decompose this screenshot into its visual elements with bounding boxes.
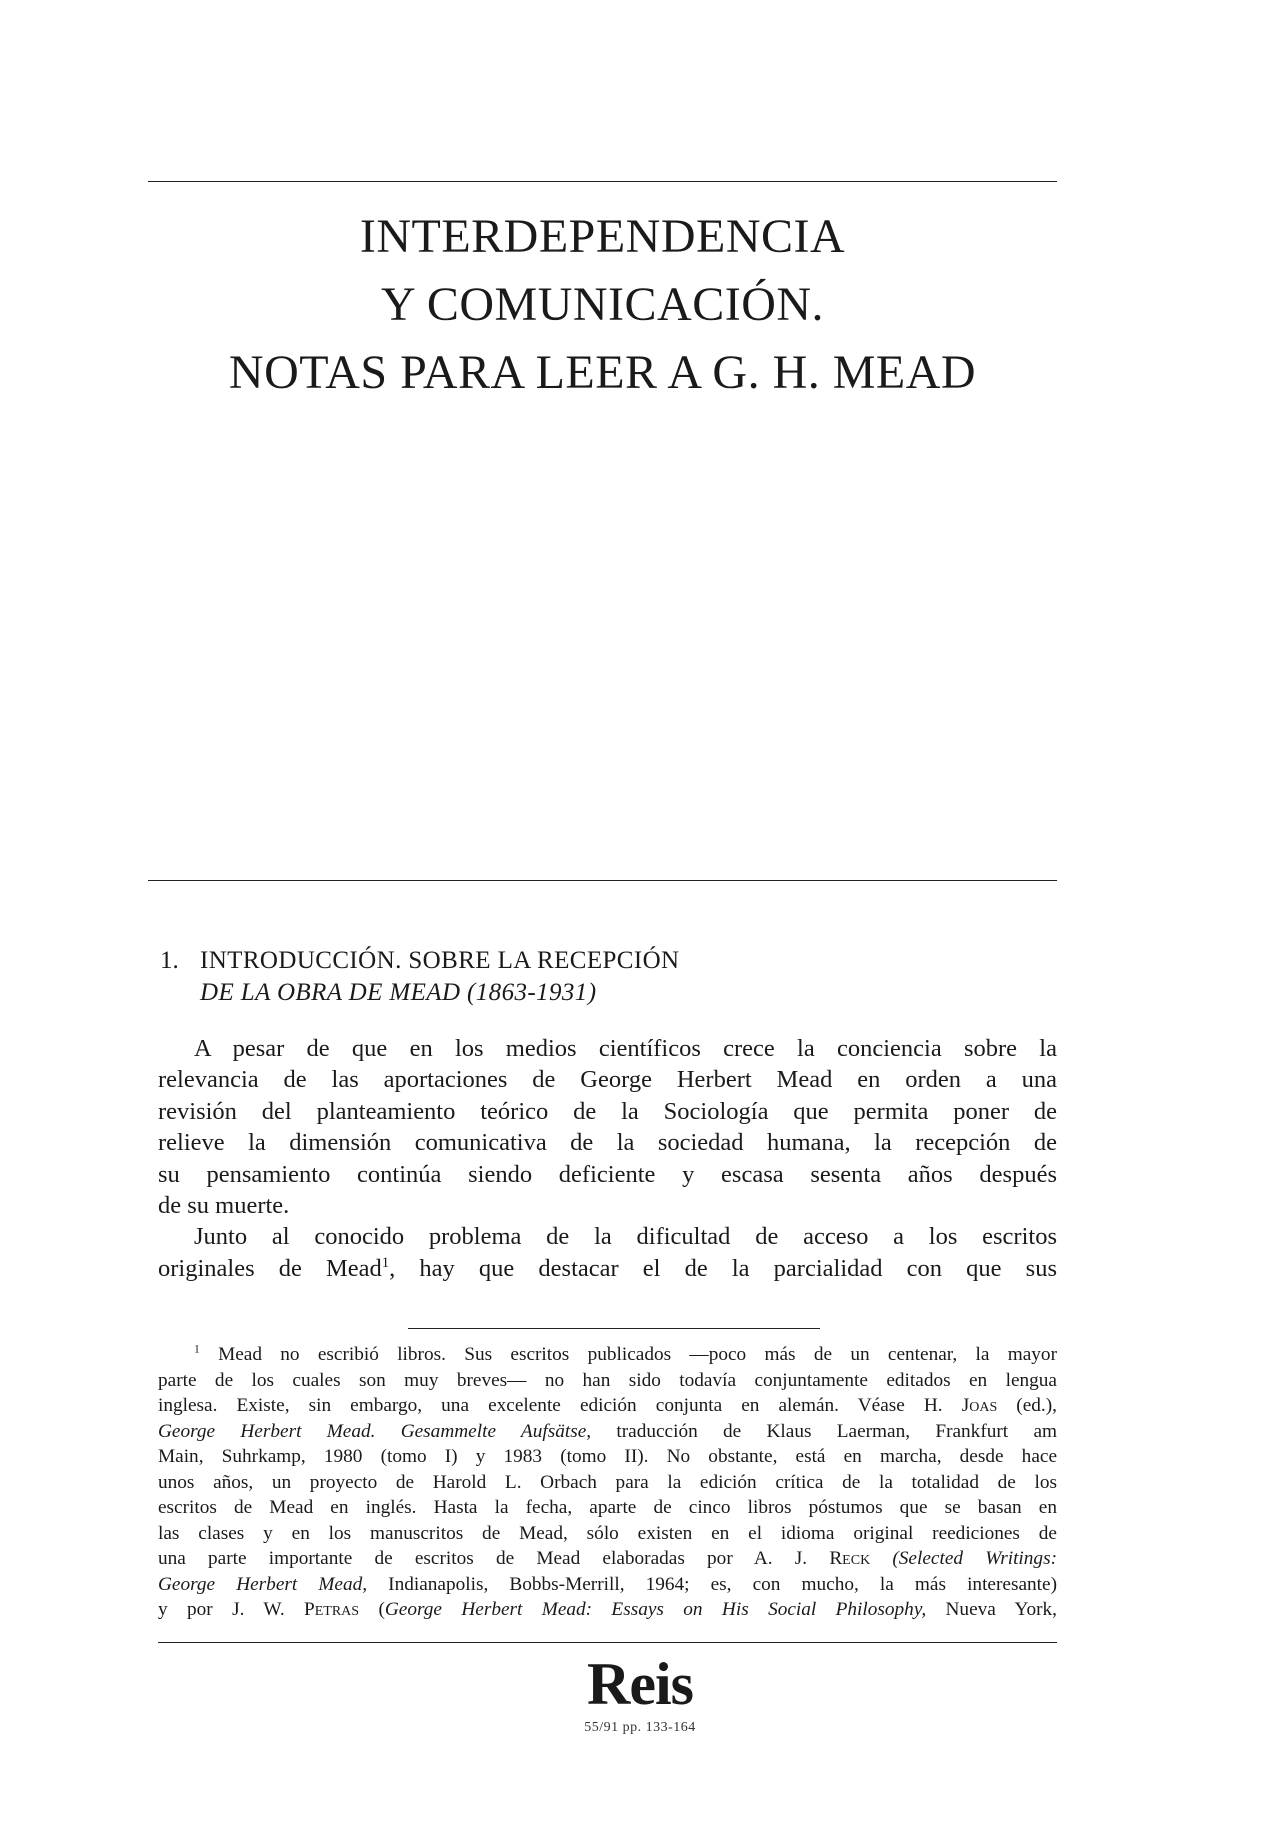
title-line-2: Y COMUNICACIÓN. (380, 278, 825, 331)
title-line-1: INTERDEPENDENCIA (359, 210, 846, 263)
footnote-line (158, 1597, 1057, 1623)
section-divider-rule (148, 880, 1057, 881)
book-title: (Selected Writings: (870, 1548, 1057, 1569)
footnote-reference[interactable]: 1 (381, 1254, 390, 1271)
text-run: originales de Mead (158, 1254, 382, 1282)
footnote-line (158, 1393, 1057, 1419)
page-reference: 55/91 pp. 133-164 (584, 1720, 696, 1735)
section-heading-line-1: INTRODUCCIÓN. SOBRE LA RECEPCIÓN (200, 947, 680, 974)
title-line-3: NOTAS PARA LEER A G. H. MEAD (228, 346, 977, 399)
footnote-line (158, 1546, 1057, 1572)
book-title: George Herbert Mead, (158, 1573, 368, 1595)
book-title: George Herbert Mead. Gesammelte Aufsätse, (158, 1420, 592, 1442)
text-run: una parte importante de escritos de Mead elaboradas por A. J. (158, 1548, 830, 1569)
text-run: , hay que destacar el de la parcialidad con que sus (389, 1254, 1057, 1282)
text-run: (ed.), (997, 1395, 1057, 1416)
text-run: Nueva York, (926, 1599, 1057, 1620)
body-text (158, 1033, 1057, 1284)
text-run: Indianapolis, Bobbs-Merrill, 1964; es, con mucho, la más interesante) (367, 1573, 1058, 1595)
text-run: inglesa. Existe, sin embargo, una excelente edición conjunta en alemán. Véase H. (158, 1395, 962, 1416)
section-number: 1. (160, 947, 179, 974)
paragraph-line: A pesar de que en los medios científicos crece la conciencia sobre la (194, 1035, 1057, 1062)
journal-logo: Reis (587, 1651, 693, 1717)
text-run: ( (359, 1599, 385, 1620)
footnote-line (158, 1572, 1057, 1598)
paragraph-2 (158, 1221, 1057, 1284)
footnote-line (158, 1342, 1057, 1368)
paragraph-line: relevancia de las aportaciones de George Herbert Mead en orden a una (158, 1066, 1057, 1094)
text-run: traducción de Klaus Laerman, Frankfurt am (591, 1420, 1057, 1442)
paragraph-line (158, 1253, 1057, 1284)
paragraph-line: relieve la dimensión comunicativa de la sociedad humana, la recepción de (158, 1129, 1057, 1157)
footnote-separator (408, 1328, 820, 1329)
author-name: Joas (961, 1395, 998, 1416)
paragraph-line: Junto al conocido problema de la dificultad de acceso a los escritos (194, 1223, 1057, 1251)
paragraph-line: revisión del planteamiento teórico de la Sociología que permita poner de (158, 1097, 1057, 1125)
paragraph-1 (158, 1033, 1057, 1221)
footnote-line: escritos de Mead en inglés. Hasta la fecha, aparte de cinco libros póstumos que se basan en (158, 1497, 1057, 1518)
footnote-1 (158, 1342, 1057, 1623)
author-name: Reck (829, 1548, 871, 1569)
footnote-line: parte de los cuales son muy breves— no han sido todavía conjuntamente editados en lengua (158, 1369, 1057, 1391)
footnote-line: Main, Suhrkamp, 1980 (tomo I) y 1983 (tomo II). No obstante, está en marcha, desde hace (158, 1446, 1057, 1467)
paragraph-line: de su muerte. (158, 1192, 290, 1220)
bottom-rule (158, 1642, 1057, 1643)
author-name: Petras (304, 1599, 360, 1620)
footnote-line: las clases y en los manuscritos de Mead, sólo existen en el idioma original reediciones de (158, 1522, 1057, 1544)
footnote-marker: 1 (194, 1342, 200, 1356)
book-title: George Herbert Mead: Essays on His Social Philosophy, (384, 1599, 927, 1620)
footnote-line (158, 1419, 1057, 1445)
footnote-line: unos años, un proyecto de Harold L. Orbach para la edición crítica de la totalidad de los (158, 1471, 1057, 1493)
section-heading-line-2: DE LA OBRA DE MEAD (1863-1931) (200, 979, 597, 1006)
text-run: y por J. W. (158, 1599, 305, 1620)
paragraph-line: su pensamiento continúa siendo deficiente y escasa sesenta años después (158, 1160, 1057, 1188)
text-run: Mead no escribió libros. Sus escritos publicados —poco más de un centenar, la mayor (218, 1344, 1057, 1365)
top-rule (148, 181, 1057, 182)
article-title (148, 203, 1057, 407)
